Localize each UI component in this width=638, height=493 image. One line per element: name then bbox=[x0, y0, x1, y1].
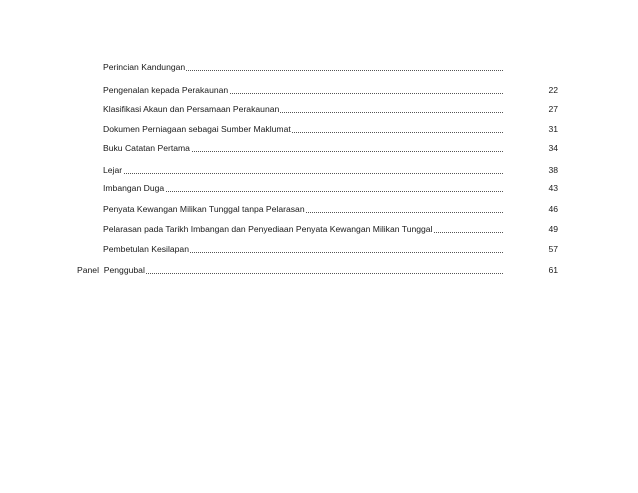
toc-entry-text bbox=[103, 121, 503, 137]
toc-entry-page: 49 bbox=[548, 224, 558, 234]
toc-entry-label: Buku Catatan Pertama bbox=[103, 143, 190, 153]
toc-entry-label: Pelarasan pada Tarikh Imbangan dan Penyediaan Penyata Kewangan Milikan Tunggal bbox=[103, 224, 433, 234]
toc-entry-penyata-kewangan bbox=[0, 201, 638, 217]
toc-entry-text bbox=[77, 262, 503, 278]
toc-entry-label: Pengenalan kepada Perakaunan bbox=[103, 85, 229, 95]
toc-entry-page: 34 bbox=[548, 143, 558, 153]
toc-entry-pembetulan bbox=[0, 241, 638, 257]
toc-entry-page: 38 bbox=[548, 165, 558, 175]
toc-entry-page: 46 bbox=[548, 204, 558, 214]
toc-entry-lejar bbox=[0, 162, 638, 178]
toc-entry-page: 31 bbox=[548, 124, 558, 134]
toc-entry-label: Lejar bbox=[103, 165, 123, 175]
toc-entry-label: Pembetulan Kesilapan bbox=[103, 244, 189, 254]
toc-entry-text bbox=[103, 180, 503, 196]
toc-entry-page: 22 bbox=[548, 85, 558, 95]
toc-entry-text bbox=[103, 201, 503, 217]
toc-entry-buku-catatan bbox=[0, 140, 638, 156]
toc-entry-imbangan-duga bbox=[0, 180, 638, 196]
toc-entry-page: 43 bbox=[548, 183, 558, 193]
toc-entry-perincian-kandungan bbox=[0, 59, 638, 75]
toc-entry-dokumen bbox=[0, 121, 638, 137]
toc-entry-page: 57 bbox=[548, 244, 558, 254]
toc-entry-label: Imbangan Duga bbox=[103, 183, 165, 193]
toc-entry-label: Dokumen Perniagaan sebagai Sumber Maklumat bbox=[103, 124, 291, 134]
toc-entry-page: 61 bbox=[548, 265, 558, 275]
toc-entry-pelarasan bbox=[0, 221, 638, 237]
toc-entry-text bbox=[103, 162, 503, 178]
toc-entry-label: Klasifikasi Akaun dan Persamaan Perakaunan bbox=[103, 104, 280, 114]
toc-entry-text bbox=[103, 241, 503, 257]
toc-entry-text bbox=[103, 59, 503, 75]
toc-entry-label: Perincian Kandungan bbox=[103, 62, 186, 72]
toc-entry-page: 27 bbox=[548, 104, 558, 114]
toc-entry-label: Penyata Kewangan Milikan Tunggal tanpa Pelarasan bbox=[103, 204, 305, 214]
toc-entry-text bbox=[103, 101, 503, 117]
toc-entry-panel-penggubal bbox=[0, 262, 638, 278]
toc-entry-klasifikasi bbox=[0, 101, 638, 117]
toc-entry-text bbox=[103, 140, 503, 156]
toc-entry-label: Panel Penggubal bbox=[77, 265, 145, 275]
toc-entry-text bbox=[103, 82, 503, 98]
dot-leader bbox=[103, 173, 503, 174]
toc-entry-pengenalan bbox=[0, 82, 638, 98]
toc-entry-text bbox=[103, 221, 503, 237]
